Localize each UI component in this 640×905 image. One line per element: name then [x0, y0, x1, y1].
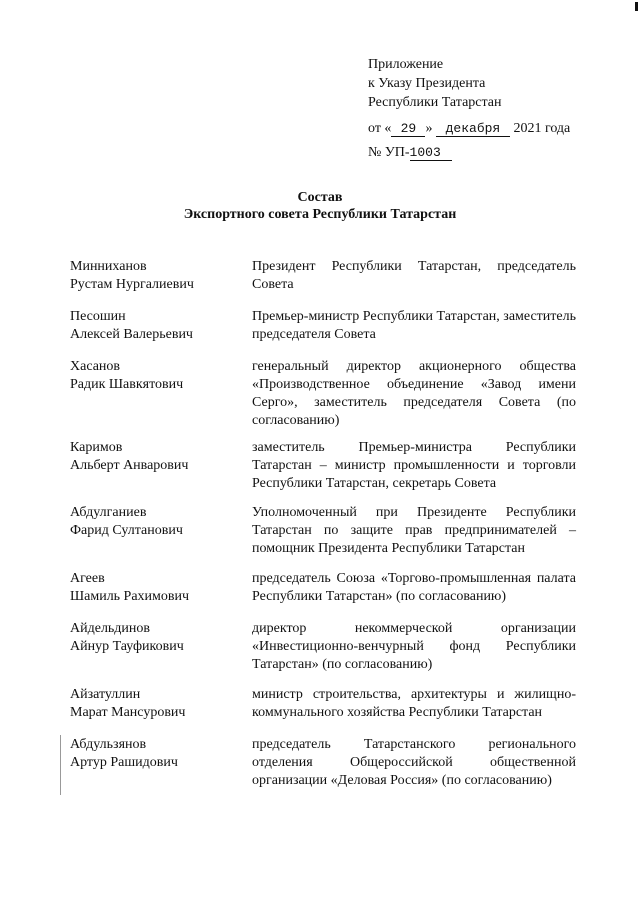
member-name [70, 686, 240, 722]
appendix-line-1: Приложение [368, 57, 444, 72]
member-surname: Каримов [70, 440, 123, 455]
member-surname: Агеев [70, 571, 105, 586]
member-surname: Айзатуллин [70, 687, 141, 702]
member-role: Премьер-министр Республики Татарстан, заместитель председателя Совета [252, 309, 576, 342]
member-role: Президент Республики Татарстан, председатель Совета [252, 259, 576, 292]
member-given-name: Рустам Нургалиевич [70, 277, 194, 292]
appendix-line-3: Республики Татарстан [368, 95, 502, 110]
member-given-name: Алексей Валерьевич [70, 327, 193, 342]
member-name [70, 258, 240, 294]
member-given-name: Артур Рашидович [70, 755, 178, 770]
decree-date [368, 119, 570, 138]
date-day: 29 [391, 121, 425, 137]
document-title [0, 189, 640, 223]
date-month: декабря [436, 121, 510, 137]
member-name [70, 736, 240, 772]
member-role: Уполномоченный при Президенте Республики Татарстан по защите прав предпринимателей – помощник Президента Республики Татарстан [252, 505, 576, 556]
member-name [70, 620, 240, 656]
member-surname: Песошин [70, 309, 126, 324]
number-value: 1003 [410, 145, 452, 161]
title-line-1: Состав [297, 190, 343, 205]
date-prefix: от « [368, 121, 392, 136]
title-line-2: Экспортного совета Республики Татарстан [183, 207, 457, 222]
member-surname: Абдульзянов [70, 737, 147, 752]
member-name [70, 439, 240, 475]
scan-margin-line [60, 735, 61, 795]
number-prefix: № УП- [368, 145, 410, 160]
member-name [70, 358, 240, 394]
member-name [70, 308, 240, 344]
member-given-name: Марат Мансурович [70, 705, 186, 720]
member-role: директор некоммерческой организации «Инвестиционно-венчурный фонд Республики Татарстан» (по согласованию) [252, 621, 576, 672]
member-surname: Минниханов [70, 259, 147, 274]
member-surname: Айдельдинов [70, 621, 151, 636]
member-given-name: Радик Шавкятович [70, 377, 184, 392]
member-role: председатель Союза «Торгово-промышленная палата Республики Татарстан» (по согласованию) [252, 571, 576, 604]
member-given-name: Фарид Султанович [70, 523, 183, 538]
member-given-name: Альберт Анварович [70, 458, 189, 473]
appendix-block [368, 55, 570, 162]
corner-mark [635, 2, 638, 11]
member-given-name: Шамиль Рахимович [70, 589, 190, 604]
member-surname: Хасанов [70, 359, 121, 374]
member-name [70, 504, 240, 540]
member-role: заместитель Премьер-министра Республики Татарстан – министр промышленности и торговли Республики Татарстан, секретарь Совета [252, 440, 576, 491]
date-year: 2021 года [513, 121, 571, 136]
member-role: председатель Татарстанского регионального отделения Общероссийской общественной организации «Деловая Россия» (по согласованию) [252, 737, 576, 788]
member-name [70, 570, 240, 606]
member-surname: Абдулганиев [70, 505, 147, 520]
decree-number [368, 143, 570, 162]
appendix-line-2: к Указу Президента [368, 76, 486, 91]
date-quote-close: » [425, 121, 433, 136]
member-given-name: Айнур Тауфикович [70, 639, 184, 654]
member-role: министр строительства, архитектуры и жилищно-коммунального хозяйства Республики Татарстан [252, 687, 576, 720]
member-role: генеральный директор акционерного общества «Производственное объединение «Завод имени Серго», заместитель председателя Совета (по согласованию) [252, 359, 576, 428]
